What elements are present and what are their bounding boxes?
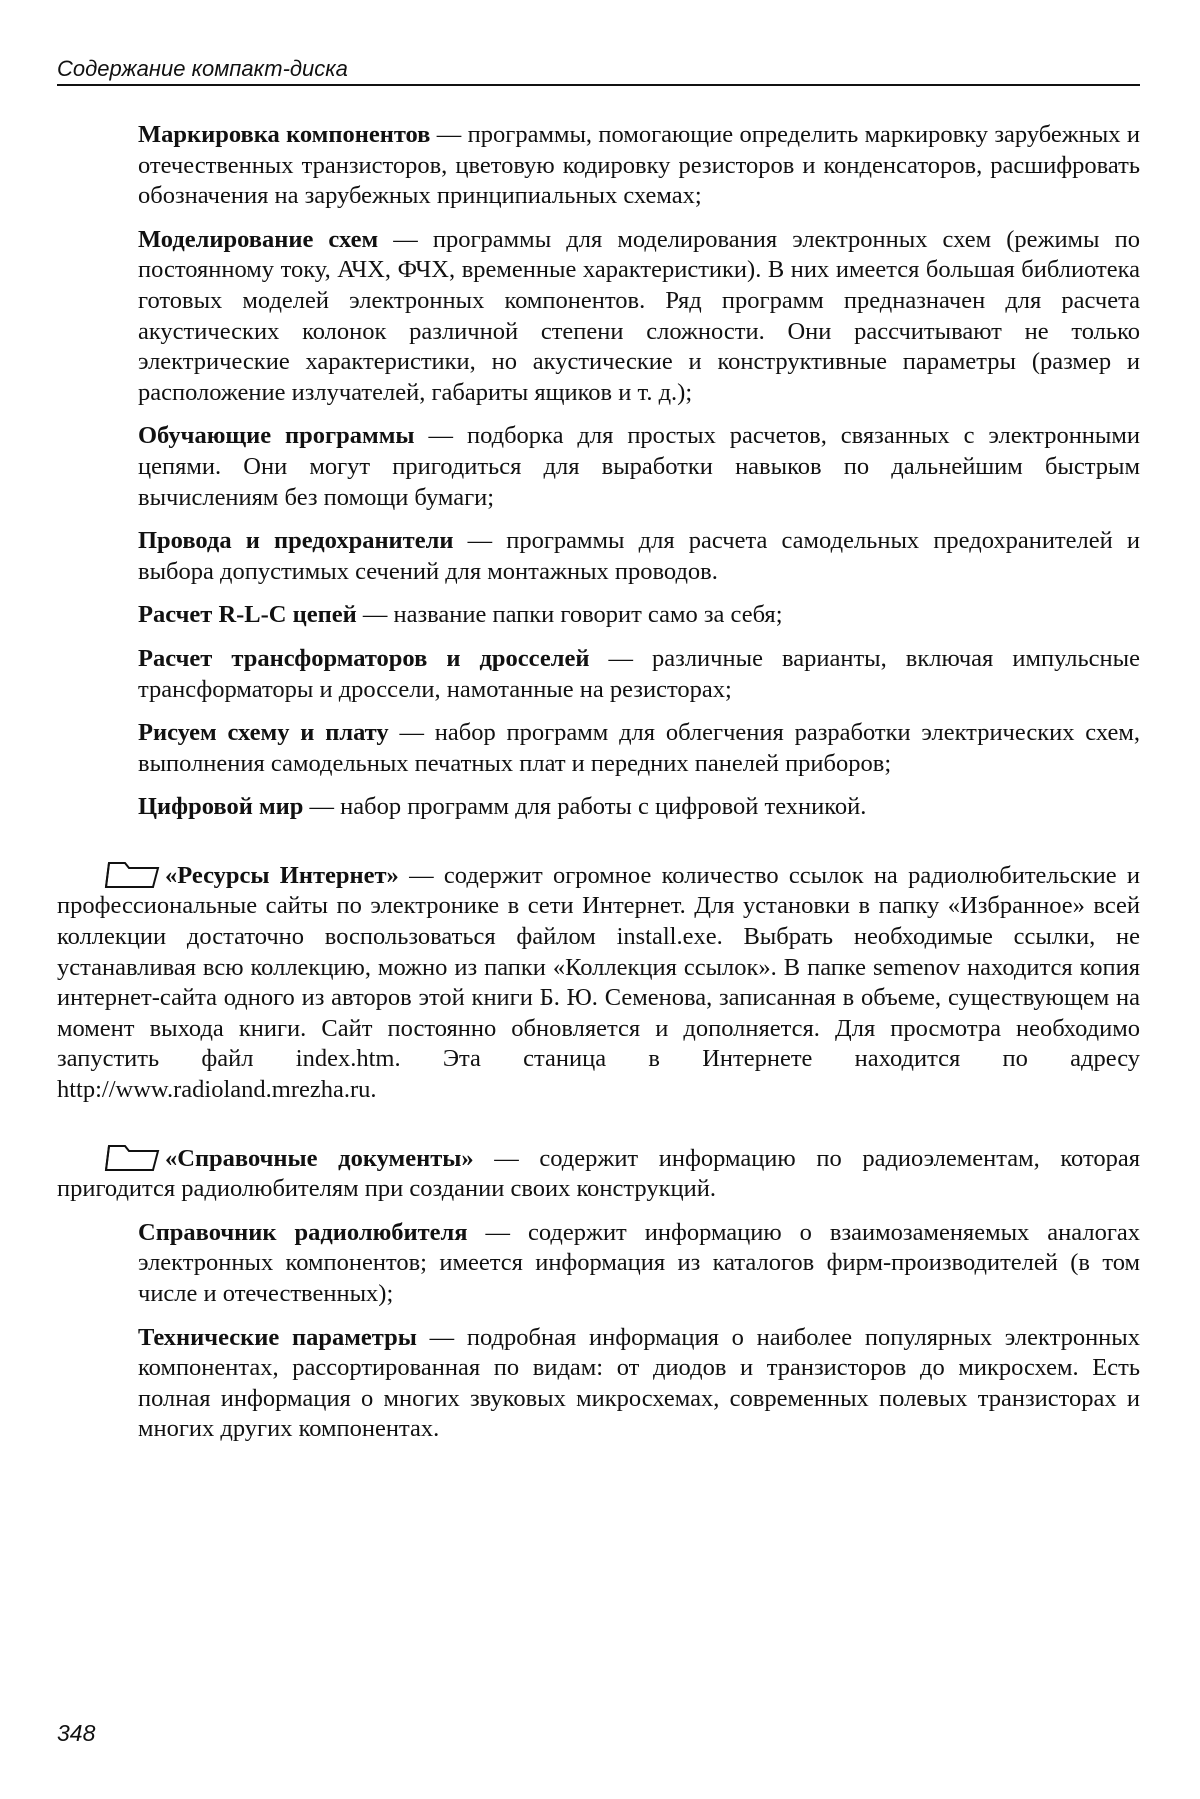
entry-term: Провода и предохранители	[138, 527, 454, 555]
running-header	[57, 57, 1140, 86]
list-item	[57, 792, 1140, 823]
list-item	[57, 1218, 1140, 1310]
section-text: — содержит огромное количество ссылок на радиолюбительские и профессиональные сайты по электронике в сети Интернет. Для установки в папку «Избранное» всей коллекции достаточно воспользоваться файлом install.exe. Выбрать необходимые ссылки, не устанавливая всю коллекцию, можно из папки «Коллекция ссылок». В папке semenov находится копия интернет-сайта одного из авторов этой книги Б. Ю. Семенова, записанная в объеме, существующем на момент выхода книги. Сайт постоянно обновляется и дополняется. Для просмотра необходимо запустить файл index.htm. Эта станица в Интернете находится по адресу http://www.radioland.mrezha.ru.	[57, 861, 1141, 1104]
entry-text: — подробная информация о наиболее популярных электронных компонентах, рассортированная по видам: от диодов и транзисторов до микросхем. Есть полная информация о многих звуковых микросхемах, современных полевых транзисторах и многих других компонентах.	[138, 1323, 1141, 1443]
running-header-title: Содержание компакт-диска	[57, 56, 348, 81]
entry-text: — подборка для простых расчетов, связанных с электронными цепями. Они могут пригодиться для выработки навыков по дальнейшим быстрым вычислениям без помощи бумаги;	[138, 422, 1140, 511]
entry-term: Обучающие программы	[138, 422, 415, 450]
entry-text: — программы для моделирования электронных схем (режимы по постоянному току, АЧХ, ФЧХ, временные характеристики). В них имеется большая библиотека готовых моделей электронных компонентов. Ряд программ предназначен для расчета акустических колонок различной степени сложности. Они рассчитывают не только электрические характеристики, но акустические и конструктивные параметры (размер и расположение излучателей, габариты ящиков и т. д.);	[138, 225, 1140, 406]
list-item	[57, 644, 1140, 705]
entry-text: — набор программ для работы с цифровой техникой.	[303, 793, 867, 821]
list-item	[57, 225, 1140, 409]
folder-icon	[103, 1142, 161, 1172]
entry-term: Расчет трансформаторов и дросселей	[138, 644, 590, 672]
entry-term: Справочник радиолюбителя	[138, 1218, 468, 1246]
entry-term: Моделирование схем	[138, 225, 379, 253]
list-item	[57, 1323, 1140, 1445]
section-term: «Ресурсы Интернет»	[165, 861, 399, 889]
entry-term: Маркировка компонентов	[138, 121, 431, 148]
list-item	[57, 718, 1140, 779]
list-item	[57, 421, 1140, 513]
page-body	[57, 120, 1140, 1458]
section-text: — содержит информацию по радиоэлементам, которая пригодится радиолюбителям при создании своих конструкций.	[57, 1144, 1141, 1203]
entry-text: — содержит информацию о взаимозаменяемых аналогах электронных компонентов; имеется информация из каталогов фирм-производителей (в том числе и отечественных);	[138, 1218, 1140, 1307]
entry-term: Цифровой мир	[138, 793, 304, 821]
page-number: 348	[57, 1720, 96, 1746]
section-term: «Справочные документы»	[165, 1144, 474, 1172]
folder-icon	[103, 859, 161, 889]
list-item	[57, 600, 1140, 631]
list-item	[57, 120, 1140, 212]
entry-term: Расчет R-L-C цепей	[138, 601, 357, 629]
list-item	[57, 526, 1140, 587]
section-reference-documents	[57, 1142, 1140, 1205]
entry-text: — набор программ для облегчения разработки электрических схем, выполнения самодельных печатных плат и передних панелей приборов;	[138, 719, 1140, 777]
section-internet-resources	[57, 859, 1140, 1106]
entry-term: Рисуем схему и плату	[138, 719, 389, 747]
entry-text: — название папки говорит само за себя;	[356, 601, 783, 629]
entry-term: Технические параметры	[138, 1323, 417, 1351]
entry-text: — программы, помогающие определить маркировку зарубежных и отечественных транзисторов, цветовую кодировку резисторов и конденсаторов, расшифровать обозначения на зарубежных принципиальных схемах;	[138, 121, 1140, 210]
entry-text: — различные варианты, включая импульсные трансформаторы и дроссели, намотанные на резисторах;	[138, 644, 1140, 703]
entry-text: — программы для расчета самодельных предохранителей и выбора допустимых сечений для монтажных проводов.	[138, 527, 1140, 585]
